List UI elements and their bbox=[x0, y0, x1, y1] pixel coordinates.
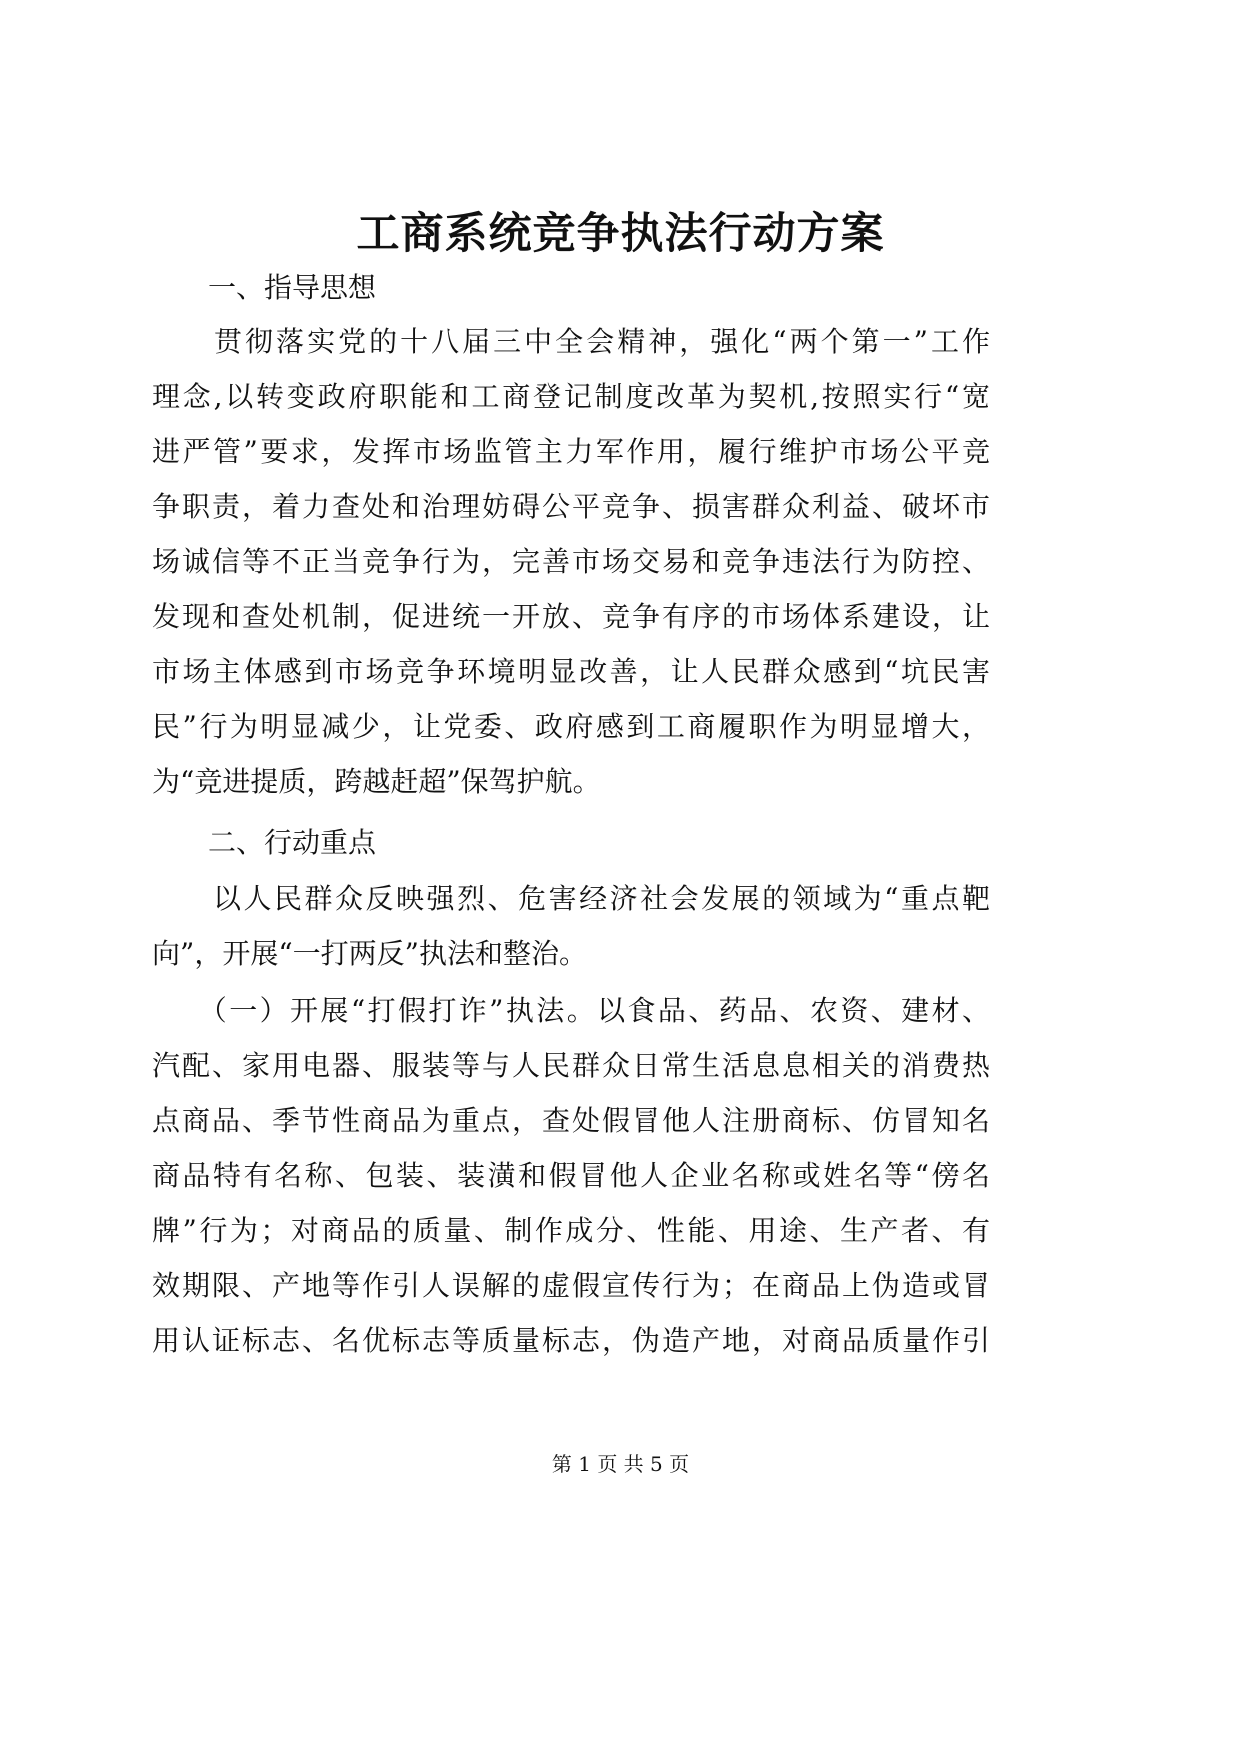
text-line: 贯彻落实党的十八届三中全会精神，强化“两个第一”工作 bbox=[152, 325, 990, 358]
text-line: 用认证标志、名优标志等质量标志，伪造产地，对商品质量作引 bbox=[152, 1324, 990, 1357]
text-line: （一）开展“打假打诈”执法。以食品、药品、农资、建材、 bbox=[152, 994, 990, 1027]
page-number: 第 1 页 共 5 页 bbox=[551, 1452, 690, 1476]
text-line: 一、指导思想 bbox=[152, 271, 377, 304]
text-line: 点商品、季节性商品为重点，查处假冒他人注册商标、仿冒知名 bbox=[152, 1104, 990, 1137]
document-title: 工商系统竞争执法行动方案 bbox=[356, 209, 885, 259]
text-line: 汽配、家用电器、服装等与人民群众日常生活息息相关的消费热 bbox=[152, 1049, 990, 1082]
text-line: 二、行动重点 bbox=[152, 826, 377, 859]
text-line: 向”，开展“一打两反”执法和整治。 bbox=[152, 937, 587, 970]
text-line: 场诚信等不正当竞争行为，完善市场交易和竞争违法行为防控、 bbox=[152, 545, 990, 578]
text-line: 争职责，着力查处和治理妨碍公平竞争、损害群众利益、破坏市 bbox=[152, 490, 990, 523]
text-line: 理念,以转变政府职能和工商登记制度改革为契机,按照实行“宽 bbox=[152, 380, 990, 413]
text-line: 市场主体感到市场竞争环境明显改善，让人民群众感到“坑民害 bbox=[152, 655, 990, 688]
text-line: 以人民群众反映强烈、危害经济社会发展的领域为“重点靶 bbox=[152, 882, 990, 915]
text-line: 效期限、产地等作引人误解的虚假宣传行为；在商品上伪造或冒 bbox=[152, 1269, 990, 1302]
text-line: 商品特有名称、包装、装潢和假冒他人企业名称或姓名等“傍名 bbox=[152, 1159, 990, 1192]
text-line: 进严管”要求，发挥市场监管主力军作用，履行维护市场公平竞 bbox=[152, 435, 990, 468]
text-line: 为“竞进提质，跨越赶超”保驾护航。 bbox=[152, 765, 601, 798]
text-line: 牌”行为；对商品的质量、制作成分、性能、用途、生产者、有 bbox=[152, 1214, 990, 1247]
text-line: 民”行为明显减少，让党委、政府感到工商履职作为明显增大， bbox=[152, 710, 990, 743]
text-line: 发现和查处机制，促进统一开放、竞争有序的市场体系建设，让 bbox=[152, 600, 990, 633]
